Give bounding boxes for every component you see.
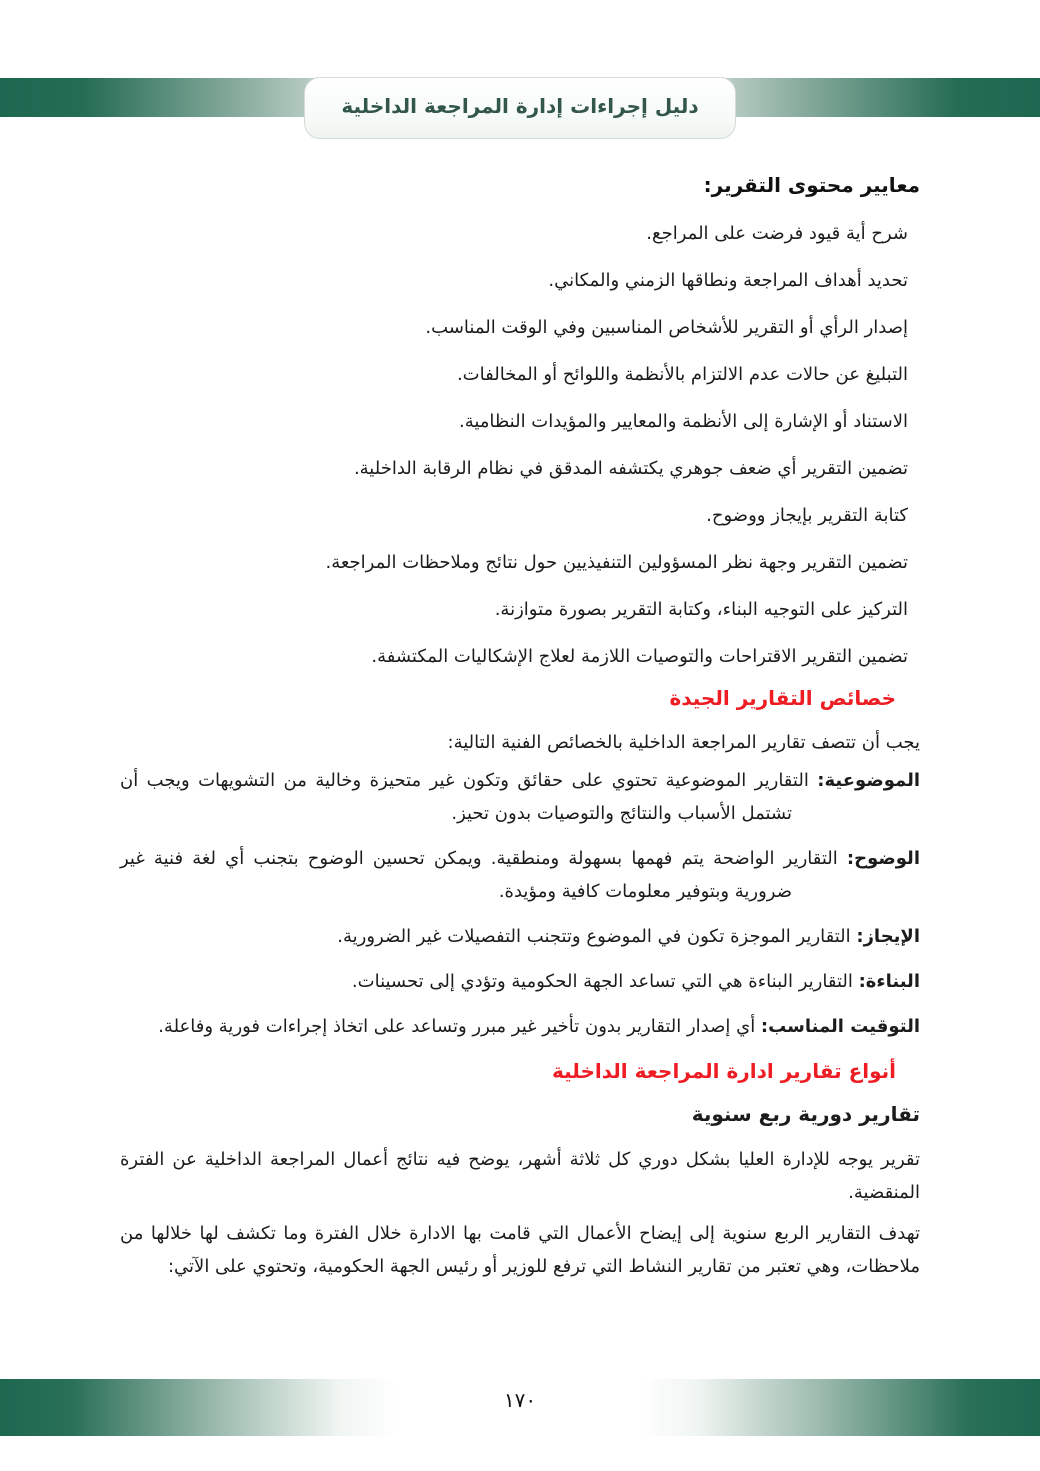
characteristic-term: الوضوح: <box>846 848 920 869</box>
characteristic-term: البناءة: <box>858 971 920 992</box>
characteristic-term: الموضوعية: <box>817 770 920 791</box>
quarterly-report-definition-paragraph: تقرير يوجه للإدارة العليا بشكل دوري كل ثلاثة أشهر، يوضح فيه نتائج أعمال المراجعة الداخلية عن الفترة المنقضية. <box>120 1149 920 1203</box>
list-item: شرح أية قيود فرضت على المراجع. <box>646 223 908 244</box>
quarterly-report-purpose-paragraph: تهدف التقارير الربع سنوية إلى إيضاح الأعمال التي قامت بها الادارة خلال الفترة وما تكشف لها خلالها من ملاحظات، وهي تعتبر من تقارير النشاط التي ترفع للوزير أو رئيس الجهة الحكومية، وتحتوي على الآتي: <box>120 1223 920 1277</box>
page-number: ١٧٠ <box>503 1388 537 1412</box>
list-item: التبليغ عن حالات عدم الالتزام بالأنظمة واللوائح أو المخالفات. <box>456 364 908 385</box>
list-item: تضمين التقرير الاقتراحات والتوصيات اللازمة لعلاج الإشكاليات المكتشفة. <box>371 646 908 667</box>
subsection-heading-quarterly-reports: تقارير دورية ربع سنوية <box>691 1102 920 1126</box>
list-item: التركيز على التوجيه البناء، وكتابة التقرير بصورة متوازنة. <box>494 599 908 620</box>
characteristic-term: التوقيت المناسب: <box>760 1016 920 1037</box>
characteristic-description: التقارير الواضحة يتم فهمها بسهولة ومنطقية. ويمكن تحسين الوضوح بتجنب أي لغة فنية غير ضرورية وبتوفير معلومات كافية ومؤيدة. <box>120 848 847 902</box>
characteristic-description: التقارير الموضوعية تحتوي على حقائق وتكون غير متحيزة وخالية من التشويهات ويجب أن تشتمل الأسباب والنتائج والتوصيات بدون تحيز. <box>120 770 818 824</box>
characteristic-description: التقارير البناءة هي التي تساعد الجهة الحكومية وتؤدي إلى تحسينات. <box>351 971 859 992</box>
report-content-standards-list <box>120 210 920 680</box>
list-item: تحديد أهداف المراجعة ونطاقها الزمني والمكاني. <box>548 270 908 291</box>
list-item: تضمين التقرير أي ضعف جوهري يكتشفه المدقق في نظام الرقابة الداخلية. <box>353 458 908 479</box>
characteristic-paragraph-conciseness <box>120 920 920 953</box>
characteristic-term: الإيجاز: <box>856 926 920 947</box>
characteristic-description: أي إصدار التقارير بدون تأخير غير مبرر وتساعد على اتخاذ إجراءات فورية وفاعلة. <box>158 1016 761 1037</box>
characteristic-paragraph-timeliness <box>120 1010 920 1043</box>
document-title: دليل إجراءات إدارة المراجعة الداخلية <box>341 94 699 118</box>
section-heading-good-report-characteristics: خصائص التقارير الجيدة <box>669 686 896 710</box>
characteristic-paragraph-constructiveness <box>120 965 920 998</box>
section-heading-report-types: أنواع تقارير ادارة المراجعة الداخلية <box>552 1059 896 1083</box>
section-heading-report-content-standards: معايير محتوى التقرير: <box>703 173 920 197</box>
list-item: إصدار الرأي أو التقرير للأشخاص المناسبين وفي الوقت المناسب. <box>425 317 908 338</box>
list-item: كتابة التقرير بإيجاز ووضوح. <box>706 505 908 526</box>
list-item: الاستناد أو الإشارة إلى الأنظمة والمعايير والمؤيدات النظامية. <box>458 411 908 432</box>
page-content <box>120 0 920 1283</box>
characteristic-description: التقارير الموجزة تكون في الموضوع وتتجنب التفصيلات غير الضرورية. <box>337 926 857 947</box>
characteristic-paragraph-clarity <box>120 842 920 908</box>
characteristic-paragraph-objectivity <box>120 764 920 830</box>
list-item: تضمين التقرير وجهة نظر المسؤولين التنفيذيين حول نتائج وملاحظات المراجعة. <box>325 552 908 573</box>
section-intro-text: يجب أن تتصف تقارير المراجعة الداخلية بالخصائص الفنية التالية: <box>447 732 920 753</box>
